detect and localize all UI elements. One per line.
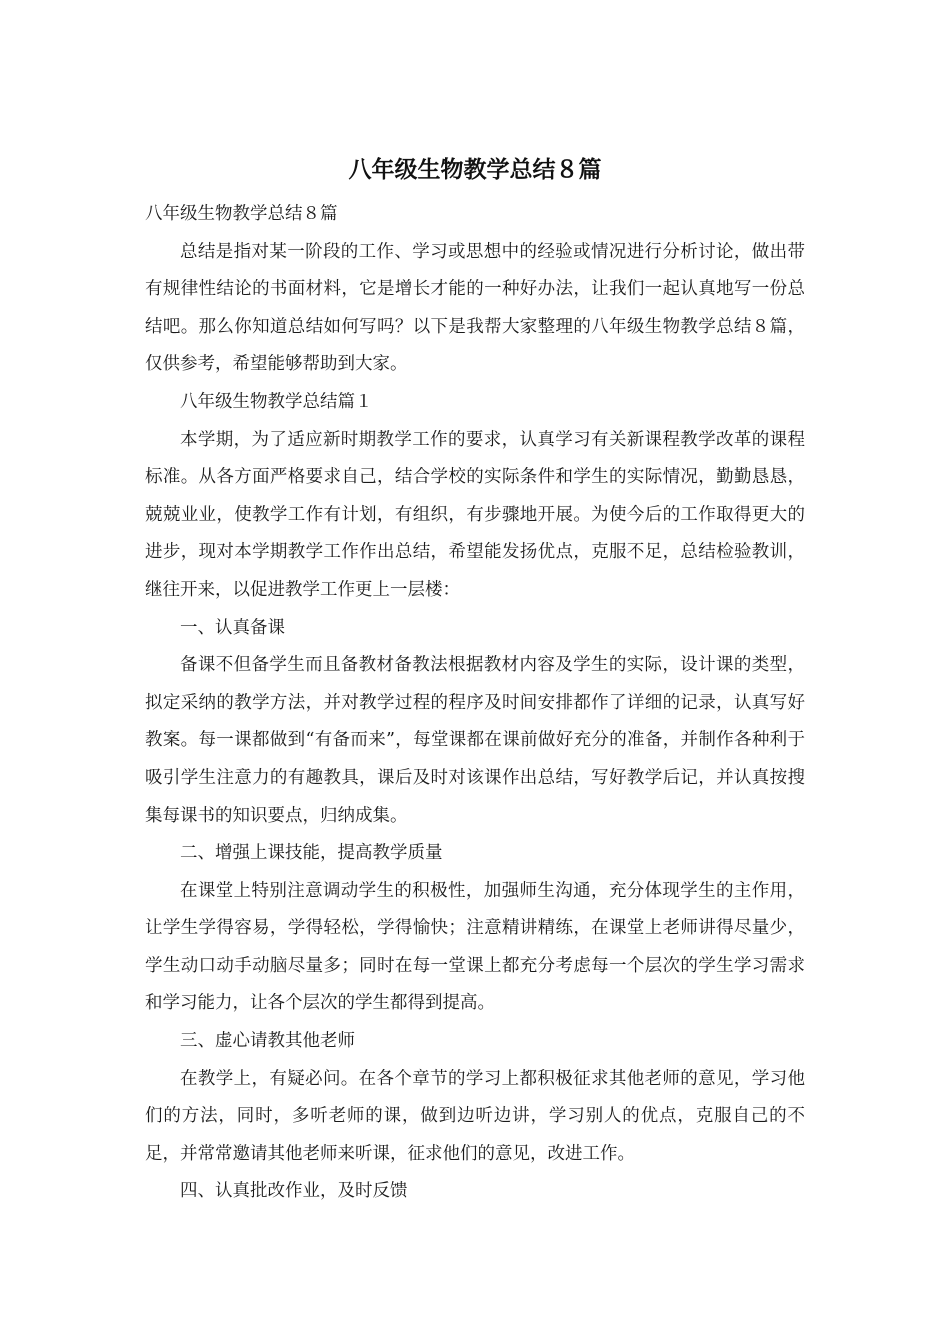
body-paragraph: 在课堂上特别注意调动学生的积极性，加强师生沟通，充分体现学生的主作用，让学生学得容易，学得轻松，学得愉快；注意精讲精练，在课堂上老师讲得尽量少，学生动口动手动脑尽量多；同时在每一堂课上都充分考虑每一个层次的学生学习需求和学习能力，让各个层次的学生都得到提高。 xyxy=(145,880,805,1014)
intro-paragraph: 总结是指对某一阶段的工作、学习或思想中的经验或情况进行分析讨论，做出带有规律性结论的书面材料，它是增长才能的一种好办法，让我们一起认真地写一份总结吧。那么你知道总结如何写吗？以下是我帮大家整理的八年级生物教学总结８篇，仅供参考，希望能够帮助到大家。 xyxy=(145,241,805,375)
subtitle-line: 八年级生物教学总结８篇 xyxy=(145,204,338,224)
document-body xyxy=(145,196,805,1211)
body-paragraph: 在教学上，有疑必问。在各个章节的学习上都积极征求其他老师的意见，学习他们的方法，同时，多听老师的课，做到边听边讲，学习别人的优点，克服自己的不足，并常常邀请其他老师来听课，征求他们的意见，改进工作。 xyxy=(145,1068,805,1164)
body-paragraph: 本学期，为了适应新时期教学工作的要求，认真学习有关新课程教学改革的课程标准。从各方面严格要求自己，结合学校的实际条件和学生的实际情况，勤勤恳恳，兢兢业业，使教学工作有计划，有组织，有步骤地开展。为使今后的工作取得更大的进步，现对本学期教学工作作出总结，希望能发扬优点，克服不足，总结检验教训，继往开来，以促进教学工作更上一层楼： xyxy=(145,429,805,600)
section-heading-grade-homework: 四、认真批改作业，及时反馈 xyxy=(180,1181,408,1202)
section-heading-part-1: 八年级生物教学总结篇１ xyxy=(180,391,373,412)
section-heading-prepare-lessons: 一、认真备课 xyxy=(180,617,285,638)
body-paragraph: 备课不但备学生而且备教材备教法根据教材内容及学生的实际，设计课的类型，拟定采纳的教学方法，并对教学过程的程序及时间安排都作了详细的记录，认真写好教案。每一课都做到“有备而来”，每堂课都在课前做好充分的准备，并制作各种利于吸引学生注意力的有趣教具，课后及时对该课作出总结，写好教学后记，并认真按搜集每课书的知识要点，归纳成集。 xyxy=(145,655,805,826)
document-title: 八年级生物教学总结８篇 xyxy=(348,157,602,183)
section-heading-teaching-skills: 二、增强上课技能，提高教学质量 xyxy=(180,843,443,864)
section-heading-consult-teachers: 三、虚心请教其他老师 xyxy=(180,1031,355,1052)
